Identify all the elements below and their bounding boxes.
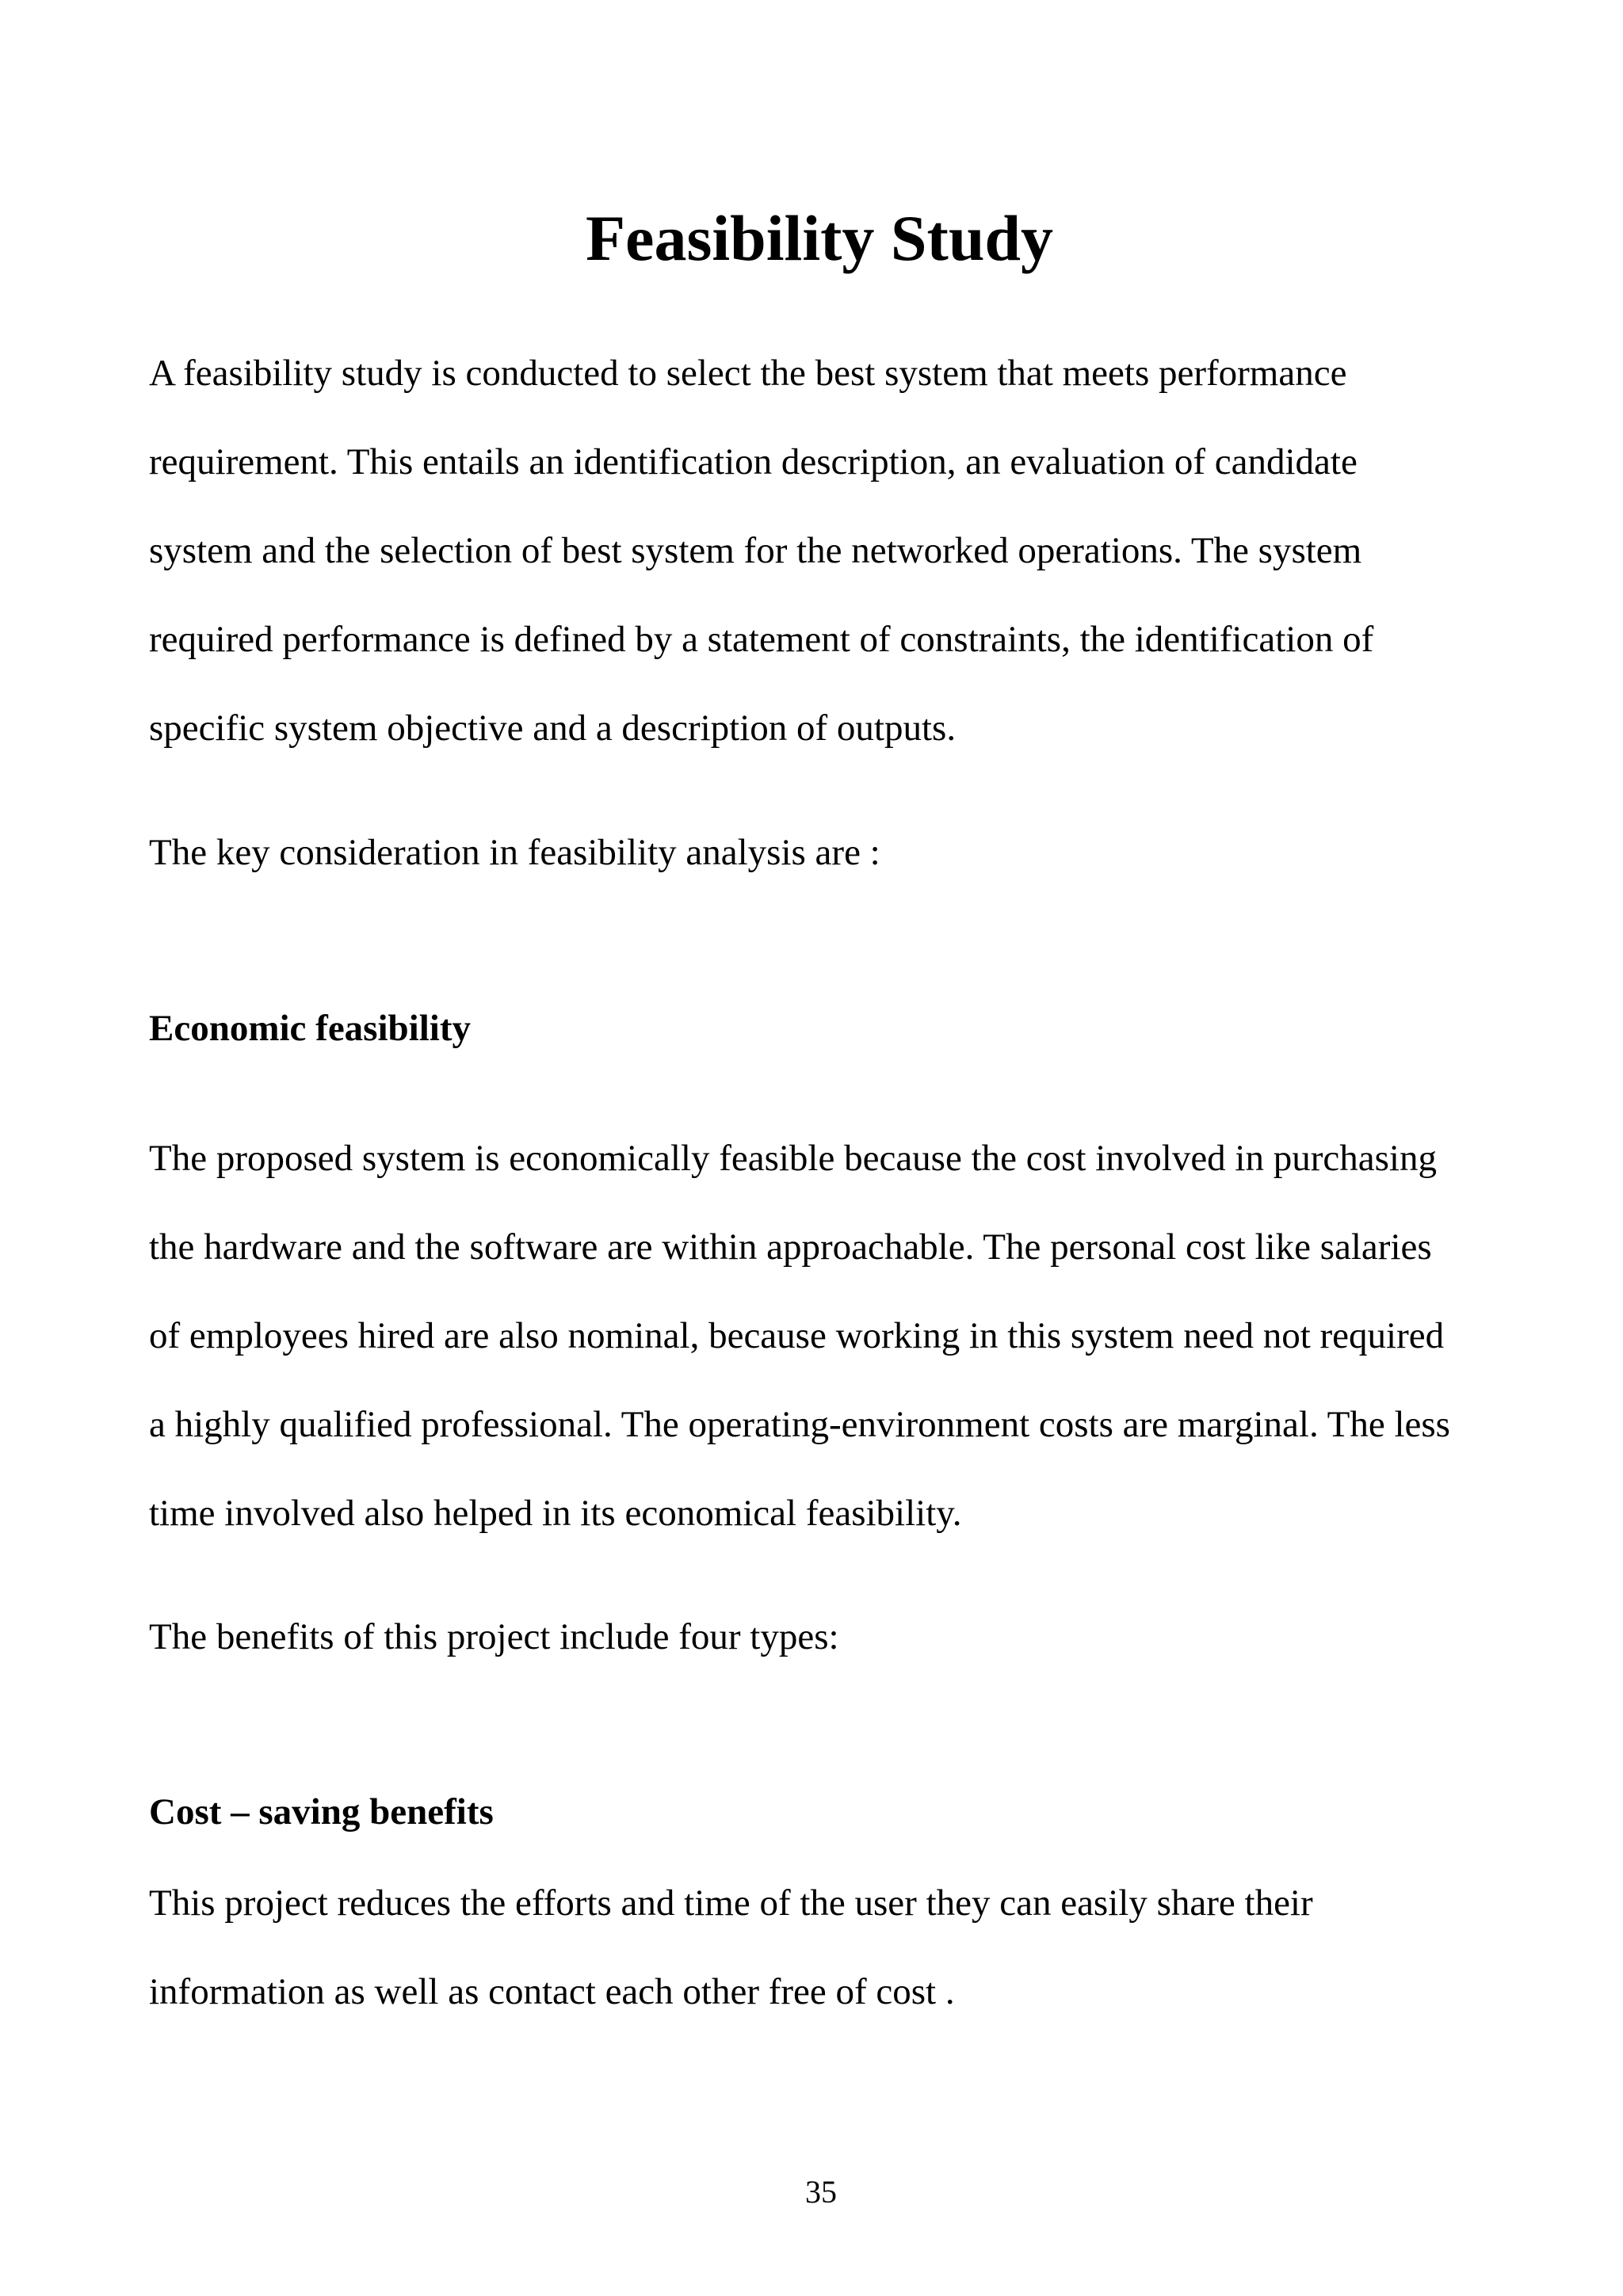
page-number: 35: [805, 2174, 837, 2210]
intro-line: specific system objective and a description of outputs.: [149, 707, 957, 749]
intro-line: required performance is defined by a statement of constraints, the identification of: [149, 619, 1374, 660]
cost-saving-heading: Cost – saving benefits: [149, 1791, 494, 1833]
page-title: Feasibility Study: [585, 202, 1054, 274]
cost-saving-line: information as well as contact each other free of cost .: [149, 1971, 955, 2012]
economic-feasibility-heading: Economic feasibility: [149, 1008, 471, 1049]
economic-paragraph: [149, 1114, 1512, 1558]
cost-saving-paragraph: [149, 1859, 1512, 2036]
intro-line: A feasibility study is conducted to select the best system that meets performance: [149, 353, 1347, 394]
intro-line: system and the selection of best system for the networked operations. The system: [149, 530, 1362, 571]
economic-line: The proposed system is economically feasible because the cost involved in purchasing: [149, 1138, 1437, 1179]
intro-line: requirement. This entails an identification description, an evaluation of candidate: [149, 441, 1358, 482]
economic-line: of employees hired are also nominal, because working in this system need not required: [149, 1315, 1445, 1356]
economic-line: time involved also helped in its economical feasibility.: [149, 1493, 962, 1534]
benefits-intro-text: The benefits of this project include four types:: [149, 1616, 839, 1657]
intro-paragraph: [149, 329, 1512, 772]
economic-line: the hardware and the software are within approachable. The personal cost like salaries: [149, 1226, 1432, 1268]
key-consideration-text: The key consideration in feasibility analysis are :: [149, 832, 880, 873]
cost-saving-line: This project reduces the efforts and time of the user they can easily share their: [149, 1882, 1313, 1924]
economic-line: a highly qualified professional. The operating-environment costs are marginal. The less: [149, 1404, 1450, 1445]
